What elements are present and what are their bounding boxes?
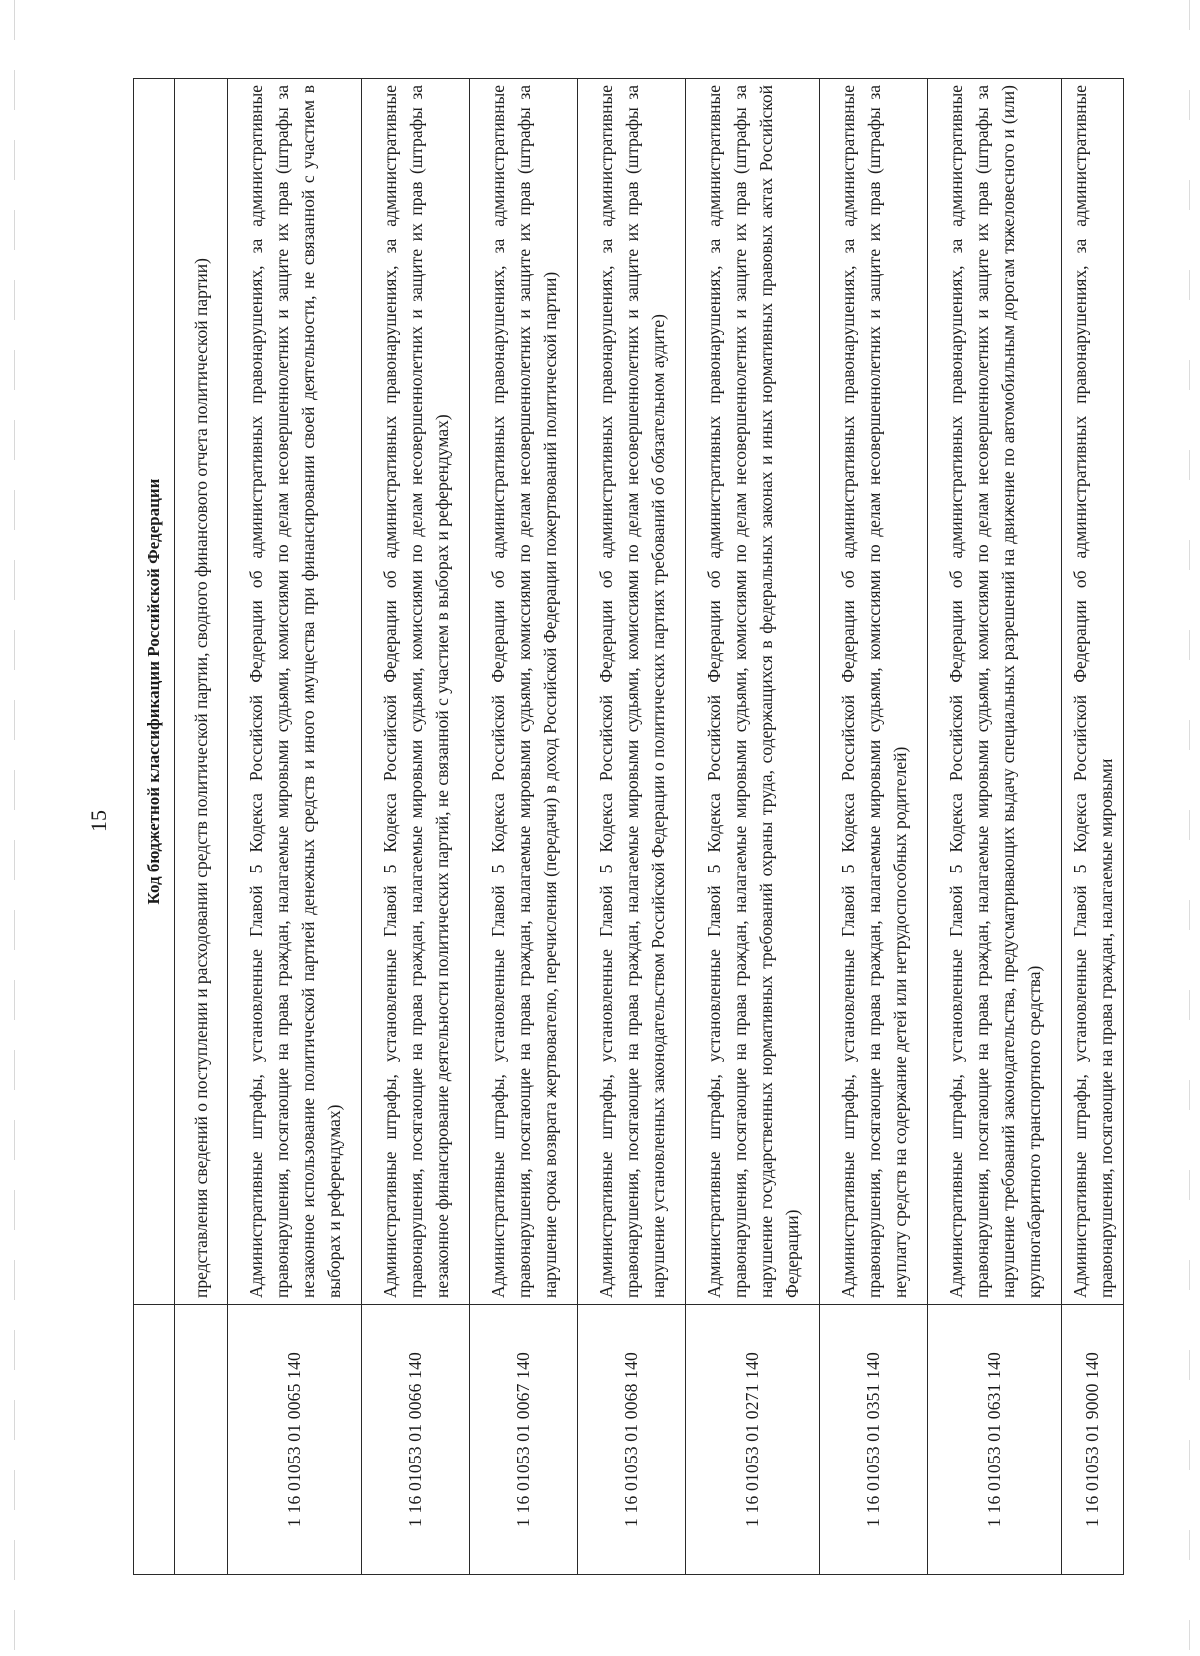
row-description: Административные штрафы, установленные Главой 5 Кодекса Российской Федерации об административных правонарушениях, за административные правонарушения, посягающие на права граждан, налагаемые мировыми судьями, комиссиями по делам несовершеннолетних и защите их прав (штрафы за незаконное использование политической партией денежных средств и иного имущества при финансировании своей деятельности, не связанной с участием в выборах и референдумах) — [228, 79, 362, 1305]
table-header-row — [134, 79, 175, 1575]
row-description: Административные штрафы, установленные Главой 5 Кодекса Российской Федерации об административных правонарушениях, за административные правонарушения, посягающие на права граждан, налагаемые мировыми — [1062, 79, 1124, 1305]
budget-classification-table — [133, 78, 1124, 1575]
table-row — [820, 79, 928, 1575]
scan-edge-right — [1189, 0, 1190, 1656]
row-code: 1 16 01053 01 0065 140 — [228, 1305, 362, 1575]
row-description: Административные штрафы, установленные Главой 5 Кодекса Российской Федерации об административных правонарушениях, за административные правонарушения, посягающие на права граждан, налагаемые мировыми судьями, комиссиями по делам несовершеннолетних и защите их прав (штрафы за нарушение требований законодательства, предусматривающих выдачу специальных разрешений на движение по автомобильным дорогам тяжеловесного и (или) крупногабаритного транспортного средства) — [928, 79, 1062, 1305]
table-row — [228, 79, 362, 1575]
row-code: 1 16 01053 01 0631 140 — [928, 1305, 1062, 1575]
table-row — [362, 79, 470, 1575]
row-code: 1 16 01053 01 0067 140 — [470, 1305, 578, 1575]
table-row — [175, 79, 228, 1575]
page-number: 15 — [86, 810, 111, 832]
row-code: 1 16 01053 01 9000 140 — [1062, 1305, 1124, 1575]
header-code — [134, 1305, 175, 1575]
row-description: Административные штрафы, установленные Главой 5 Кодекса Российской Федерации об административных правонарушениях, за административные правонарушения, посягающие на права граждан, налагаемые мировыми судьями, комиссиями по делам несовершеннолетних и защите их прав (штрафы за неуплату средств на содержание детей или нетрудоспособных родителей) — [820, 79, 928, 1305]
row-code: 1 16 01053 01 0271 140 — [686, 1305, 820, 1575]
header-name: Код бюджетной классификации Российской Федерации — [134, 79, 175, 1305]
table-row — [928, 79, 1062, 1575]
row-description: Административные штрафы, установленные Главой 5 Кодекса Российской Федерации об административных правонарушениях, за административные правонарушения, посягающие на права граждан, налагаемые мировыми судьями, комиссиями по делам несовершеннолетних и защите их прав (штрафы за нарушение установленных законодательством Российской Федерации о политических партиях требований об обязательном аудите) — [578, 79, 686, 1305]
table-row — [470, 79, 578, 1575]
row-code: 1 16 01053 01 0066 140 — [362, 1305, 470, 1575]
table-row — [1062, 79, 1124, 1575]
rotated-table-wrapper — [133, 78, 1124, 1575]
row-description: Административные штрафы, установленные Главой 5 Кодекса Российской Федерации об административных правонарушениях, за административные правонарушения, посягающие на права граждан, налагаемые мировыми судьями, комиссиями по делам несовершеннолетних и защите их прав (штрафы за незаконное финансирование деятельности политических партий, не связанной с участием в выборах и референдумах) — [362, 79, 470, 1305]
row-description: Административные штрафы, установленные Главой 5 Кодекса Российской Федерации об административных правонарушениях, за административные правонарушения, посягающие на права граждан, налагаемые мировыми судьями, комиссиями по делам несовершеннолетних и защите их прав (штрафы за нарушение срока возврата жертвователю, перечисления (передачи) в доход Российской Федерации пожертвований политической партии) — [470, 79, 578, 1305]
table-row — [578, 79, 686, 1575]
row-code — [175, 1305, 228, 1575]
scan-edge-left — [14, 0, 15, 1656]
row-description: представления сведений о поступлении и расходовании средств политической партии, сводного финансового отчета политической партии) — [175, 79, 228, 1305]
row-description: Административные штрафы, установленные Главой 5 Кодекса Российской Федерации об административных правонарушениях, за административные правонарушения, посягающие на права граждан, налагаемые мировыми судьями, комиссиями по делам несовершеннолетних и защите их прав (штрафы за нарушение государственных нормативных требований охраны труда, содержащихся в федеральных законах и иных нормативных правовых актах Российской Федерации) — [686, 79, 820, 1305]
row-code: 1 16 01053 01 0351 140 — [820, 1305, 928, 1575]
table-row — [686, 79, 820, 1575]
row-code: 1 16 01053 01 0068 140 — [578, 1305, 686, 1575]
